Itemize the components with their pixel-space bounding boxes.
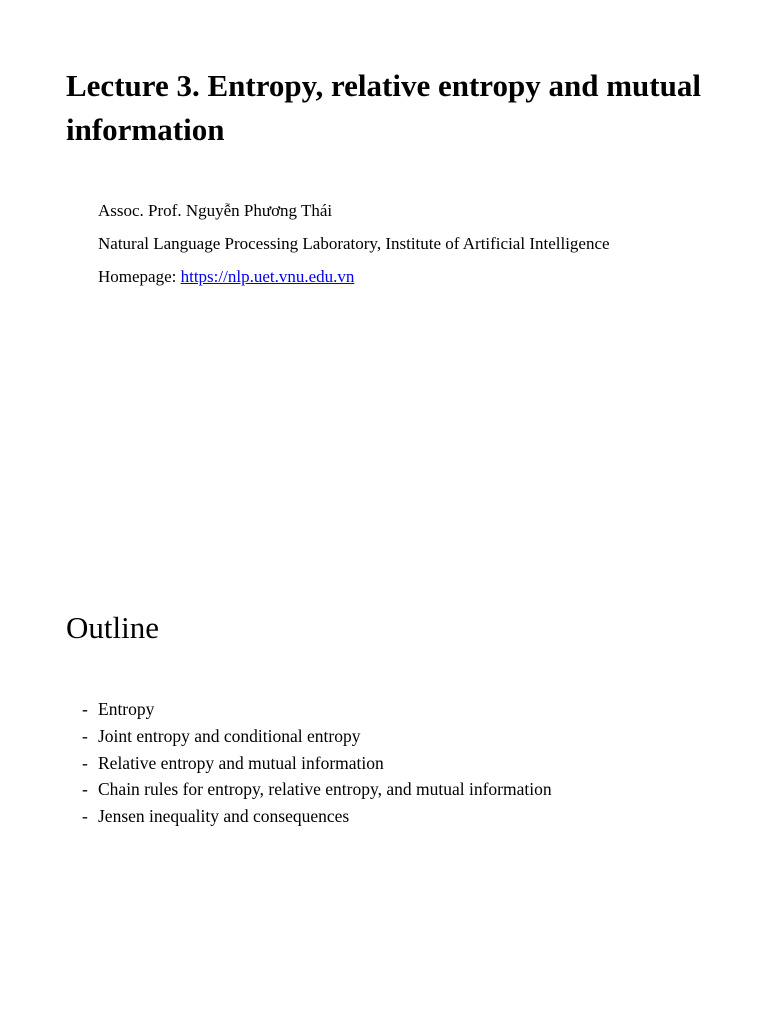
list-item (82, 803, 552, 830)
list-item-text: Chain rules for entropy, relative entropy, and mutual information (98, 779, 552, 800)
list-bullet: - (82, 699, 88, 719)
list-bullet: - (82, 752, 88, 773)
outline-list (82, 696, 552, 830)
homepage-label: Homepage: (98, 267, 181, 286)
homepage-line (98, 260, 738, 293)
list-bullet: - (82, 806, 88, 827)
list-item-text: Joint entropy and conditional entropy (98, 725, 361, 746)
list-bullet: - (82, 779, 88, 800)
list-item (82, 696, 552, 723)
outline-heading: Outline (66, 610, 159, 645)
list-bullet: - (82, 725, 88, 746)
list-item-text: Entropy (98, 699, 155, 719)
homepage-link[interactable]: https://nlp.uet.vnu.edu.vn (180, 267, 355, 286)
affiliation: Natural Language Processing Laboratory, Institute of Artificial Intelligence (98, 234, 610, 253)
list-item-text: Jensen inequality and consequences (98, 806, 350, 827)
page-title: Lecture 3. Entropy, relative entropy and mutual information (66, 68, 701, 147)
list-item (82, 776, 552, 803)
author-name: Assoc. Prof. Nguyễn Phương Thái (98, 201, 333, 220)
author-info (98, 194, 738, 293)
list-item (82, 723, 552, 750)
list-item-text: Relative entropy and mutual information (98, 752, 384, 773)
list-item (82, 750, 552, 777)
